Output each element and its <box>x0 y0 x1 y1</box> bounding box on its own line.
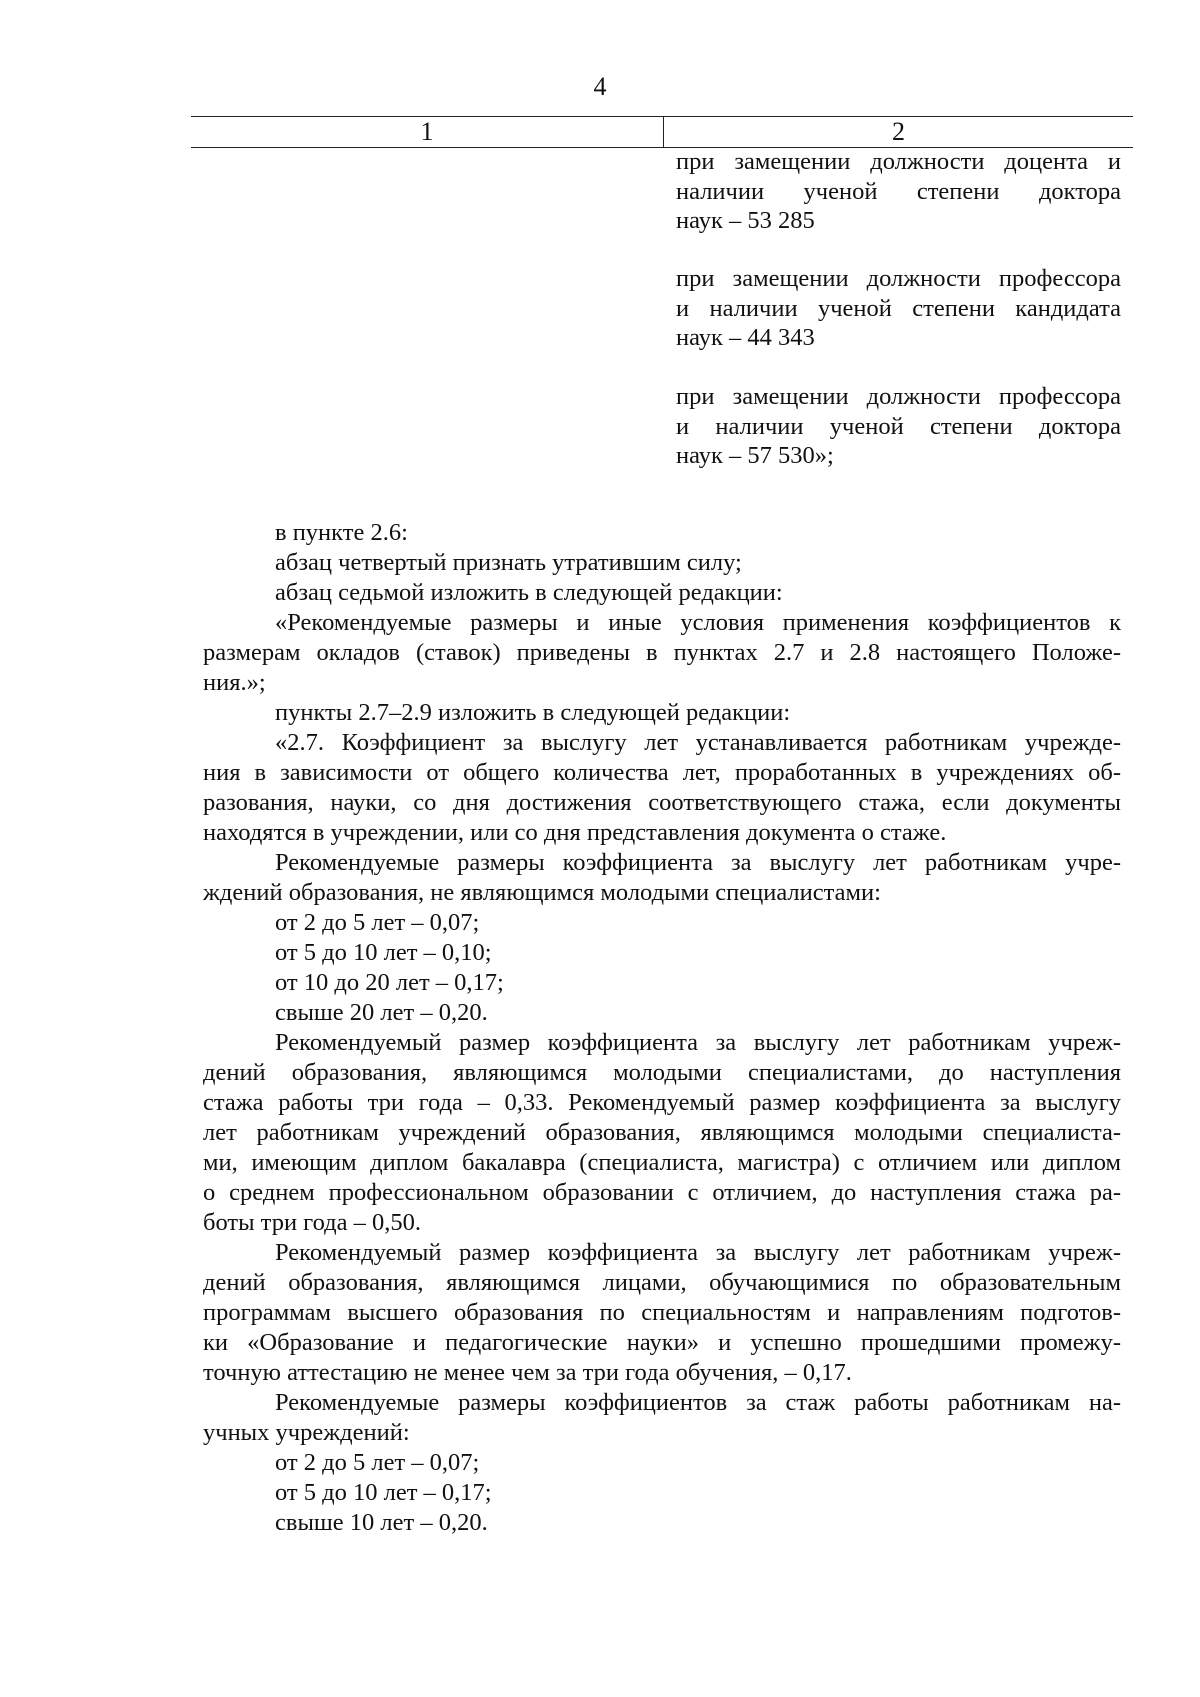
text-line: пункты 2.7–2.9 изложить в следующей редакции: <box>275 699 791 726</box>
text-line: от 2 до 5 лет – 0,07; <box>275 909 480 936</box>
table-header-row <box>191 116 1133 148</box>
text-line: дений образования, являющимся лицами, обучающимися по образовательным <box>203 1269 1121 1296</box>
text-line: о среднем профессиональном образовании с отличием, до наступления стажа ра- <box>203 1179 1121 1206</box>
cell-line: наук – 44 343 <box>676 324 815 351</box>
text-line: абзац седьмой изложить в следующей редакции: <box>275 579 783 606</box>
text-line: абзац четвертый признать утратившим силу; <box>275 549 742 576</box>
text-line: учных учреждений: <box>203 1419 410 1446</box>
text-line: ния.»; <box>203 669 266 696</box>
text-line: Рекомендуемый размер коэффициента за выслугу лет работникам учреж- <box>275 1029 1121 1056</box>
text-line: разования, науки, со дня достижения соответствующего стажа, если документы <box>203 789 1121 816</box>
text-line: от 10 до 20 лет – 0,17; <box>275 969 504 996</box>
cell-line: и наличии ученой степени кандидата <box>676 294 1121 322</box>
table-cell-professor-candidate <box>676 264 1121 353</box>
cell-line: при замещении должности профессора <box>676 265 1121 292</box>
text-line: Рекомендуемые размеры коэффициента за выслугу лет работникам учре- <box>275 849 1121 876</box>
text-line: в пункте 2.6: <box>275 519 408 546</box>
text-line: от 5 до 10 лет – 0,10; <box>275 939 492 966</box>
text-line: ния в зависимости от общего количества лет, проработанных в учреждениях об- <box>203 759 1121 786</box>
table-column-1-header: 1 <box>191 117 664 147</box>
page-number: 4 <box>593 72 607 101</box>
table-column-2-header: 2 <box>892 117 905 146</box>
text-line: стажа работы три года – 0,33. Рекомендуемый размер коэффициента за выслугу <box>203 1089 1121 1116</box>
text-line: «Рекомендуемые размеры и иные условия применения коэффициентов к <box>275 609 1121 636</box>
text-line: точную аттестацию не менее чем за три года обучения, – 0,17. <box>203 1359 852 1386</box>
cell-line: при замещении должности профессора <box>676 383 1121 410</box>
text-line: свыше 20 лет – 0,20. <box>275 999 488 1026</box>
cell-line: наук – 57 530»; <box>676 442 834 469</box>
text-line: размерам окладов (ставок) приведены в пунктах 2.7 и 2.8 настоящего Положе- <box>203 639 1121 666</box>
cell-line: наличии ученой степени доктора <box>676 177 1121 205</box>
text-line: ждений образования, не являющимся молодыми специалистами: <box>203 879 881 906</box>
text-line: дений образования, являющимся молодыми специалистами, до наступления <box>203 1059 1121 1086</box>
text-line: ки «Образование и педагогические науки» и успешно прошедшими промежу- <box>203 1329 1121 1356</box>
cell-line: при замещении должности доцента и <box>676 148 1121 175</box>
text-line: боты три года – 0,50. <box>203 1209 421 1236</box>
text-line: находятся в учреждении, или со дня представления документа о стаже. <box>203 819 947 846</box>
text-line: лет работникам учреждений образования, являющимся молодыми специалиста- <box>203 1119 1121 1146</box>
text-line: от 5 до 10 лет – 0,17; <box>275 1479 492 1506</box>
body-text <box>203 518 1121 1538</box>
table-cell-professor-doctor <box>676 382 1121 471</box>
text-line: ми, имеющим диплом бакалавра (специалиста, магистра) с отличием или диплом <box>203 1149 1121 1176</box>
text-line: «2.7. Коэффициент за выслугу лет устанавливается работникам учрежде- <box>275 729 1121 756</box>
text-line: свыше 10 лет – 0,20. <box>275 1509 488 1536</box>
text-line: программам высшего образования по специальностям и направлениям подготов- <box>203 1299 1121 1326</box>
text-line: от 2 до 5 лет – 0,07; <box>275 1449 480 1476</box>
cell-line: наук – 53 285 <box>676 207 815 234</box>
text-line: Рекомендуемый размер коэффициента за выслугу лет работникам учреж- <box>275 1239 1121 1266</box>
table-cell-docent-doctor <box>676 147 1121 236</box>
text-line: Рекомендуемые размеры коэффициентов за стаж работы работникам на- <box>275 1389 1121 1416</box>
cell-line: и наличии ученой степени доктора <box>676 412 1121 440</box>
